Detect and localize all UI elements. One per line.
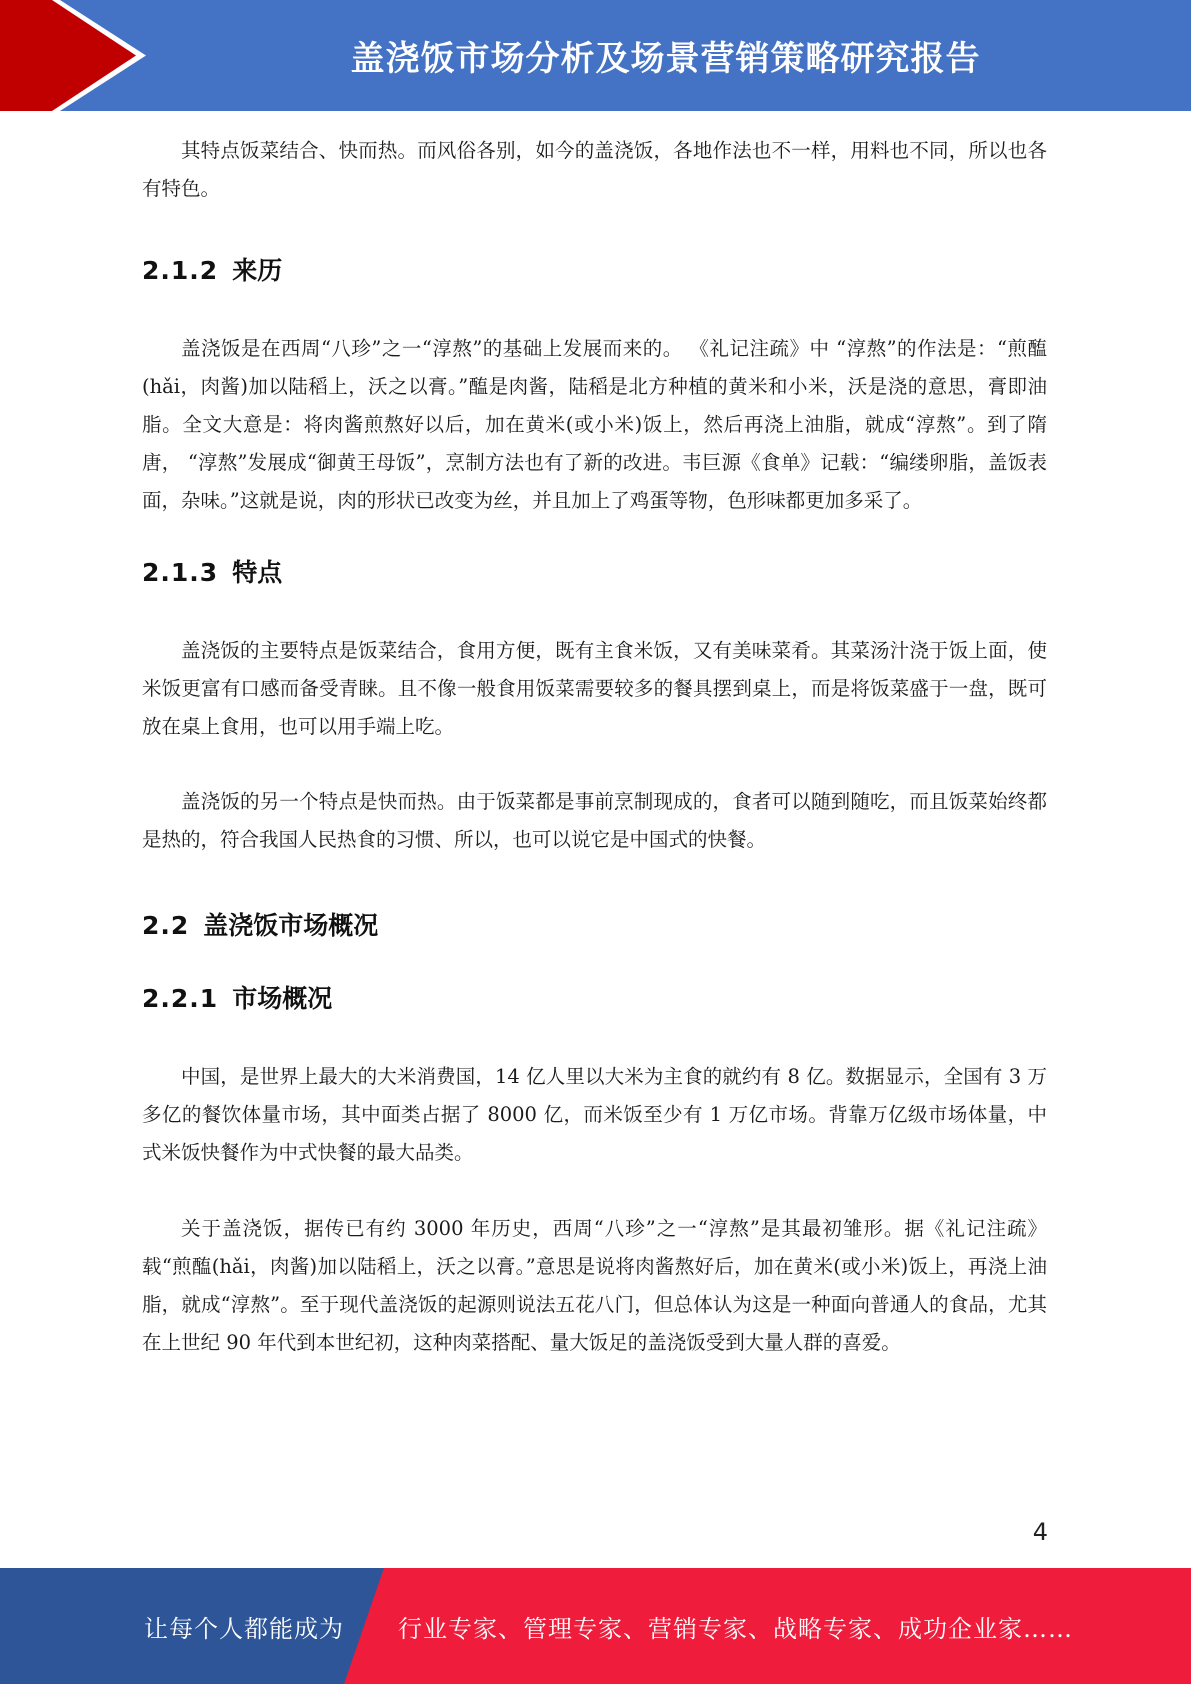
section-number: 2.1.3 <box>142 558 219 587</box>
report-title: 盖浇饭市场分析及场景营销策略研究报告 <box>350 39 981 79</box>
page-footer <box>0 1568 1191 1684</box>
paragraph-market-1: 中国，是世界上最大的大米消费国，14 亿人里以大米为主食的就约有 8 亿。数据显示，全国有 3 万多亿的餐饮体量市场，其中面类占据了 8000 亿，而米饭至少有 1 万亿市场。背靠万亿级市场体量，中式米饭快餐作为中式快餐的最大品类。 <box>142 1065 1047 1164</box>
section-number: 2.2 <box>142 911 190 940</box>
section-title: 来历 <box>232 256 283 285</box>
paragraph-market-2: 关于盖浇饭，据传已有约 3000 年历史，西周“八珍”之一“淳熬”是其最初雏形。据《礼记注疏》载“煎醢(hǎi，肉酱)加以陆稻上，沃之以膏。”意思是说将肉酱熬好后，加在黄米(或小米)饭上，再浇上油脂，就成“淳熬”。至于现代盖浇饭的起源则说法五花八门，但总体认为这是一种面向普通人的食品，尤其在上世纪 90 年代到本世纪初，这种肉菜搭配、量大饭足的盖浇饭受到大量人群的喜爱。 <box>142 1217 1047 1354</box>
paragraph-features-1: 盖浇饭的主要特点是饭菜结合，食用方便，既有主食米饭，又有美味菜肴。其菜汤汁浇于饭上面，使米饭更富有口感而备受青睐。且不像一般食用饭菜需要较多的餐具摆到桌上，而是将饭菜盛于一盘，既可放在桌上食用，也可以用手端上吃。 <box>142 639 1047 738</box>
section-heading-2-1-3 <box>142 555 1047 591</box>
footer-slogan-right: 行业专家、管理专家、营销专家、战略专家、成功企业家…… <box>398 1614 1073 1643</box>
intro-paragraph: 其特点饭菜结合、快而热。而风俗各别，如今的盖浇饭，各地作法也不一样，用料也不同，所以也各有特色。 <box>142 139 1047 200</box>
paragraph-origin: 盖浇饭是在西周“八珍”之一“淳熬”的基础上发展而来的。 《礼记注疏》中 “淳熬”的作法是：“煎醢(hǎi，肉酱)加以陆稻上，沃之以膏。”醢是肉酱，陆稻是北方种植的黄米和小米，沃是浇的意思，膏即油脂。全文大意是：将肉酱煎熬好以后，加在黄米(或小米)饭上，然后再浇上油脂，就成“淳熬”。到了隋唐， “淳熬”发展成“御黄王母饭”，烹制方法也有了新的改进。韦巨源《食单》记载：“编缕卵脂，盖饭表面，杂味。”这就是说，肉的形状已改变为丝，并且加上了鸡蛋等物，色形味都更加多采了。 <box>142 337 1047 512</box>
section-number: 2.1.2 <box>142 256 219 285</box>
page-header <box>0 0 1191 111</box>
paragraph-features-2: 盖浇饭的另一个特点是快而热。由于饭菜都是事前烹制现成的，食者可以随到随吃，而且饭菜始终都是热的，符合我国人民热食的习惯、所以，也可以说它是中国式的快餐。 <box>142 790 1047 851</box>
section-number: 2.2.1 <box>142 984 219 1013</box>
section-title: 盖浇饭市场概况 <box>203 911 379 940</box>
page-number: 4 <box>1032 1518 1048 1546</box>
footer-slogan-left: 让每个人都能成为 <box>144 1614 344 1643</box>
section-title: 市场概况 <box>232 984 333 1013</box>
section-heading-2-2-1 <box>142 981 1047 1017</box>
section-heading-2-1-2 <box>142 253 1047 289</box>
document-body <box>142 128 1047 1362</box>
section-title: 特点 <box>232 558 283 587</box>
section-heading-2-2 <box>142 908 1047 944</box>
